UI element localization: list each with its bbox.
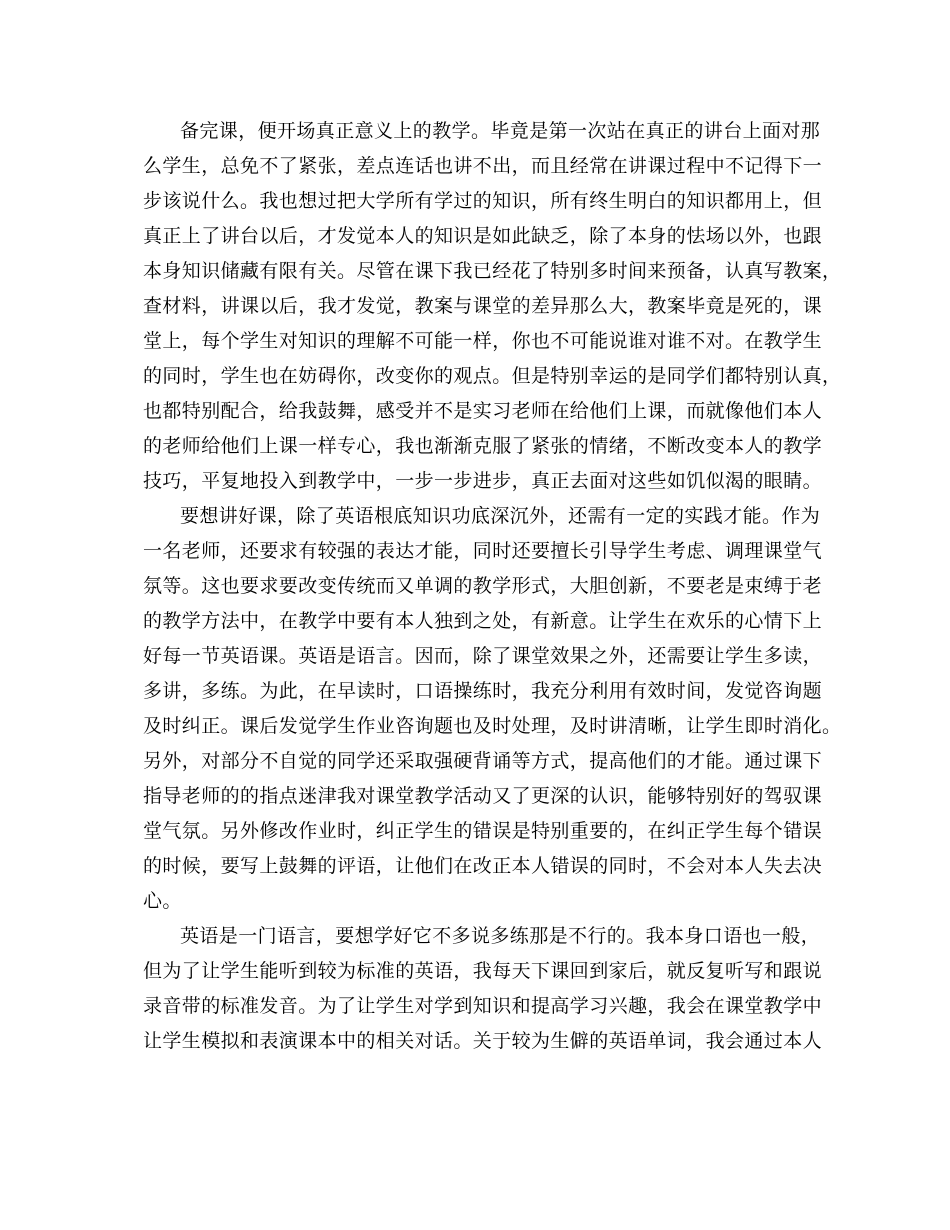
text-line: 查材料，讲课以后，我才发觉，教案与课堂的差异那么大，教案毕竟是死的，课 (143, 295, 823, 317)
text-line: 一名老师，还要求有较强的表达才能，同时还要擅长引导学生考虑、调理课堂气 (143, 540, 823, 562)
text-line: 的教学方法中，在教学中要有本人独到之处，有新意。让学生在欢乐的心情下上 (143, 610, 823, 632)
text-line: 的老师给他们上课一样专心，我也渐渐克服了紧张的情绪，不断改变本人的教学 (143, 435, 823, 457)
text-line: 堂气氛。另外修改作业时，纠正学生的错误是特别重要的，在纠正学生每个错误 (143, 820, 823, 842)
paragraph (143, 919, 823, 1059)
document-body (143, 114, 842, 1059)
text-line: 步该说什么。我也想过把大学所有学过的知识，所有终生明白的知识都用上，但 (143, 190, 823, 212)
text-line: 也都特别配合，给我鼓舞，感受并不是实习老师在给他们上课，而就像他们本人 (143, 400, 823, 422)
text-line: 及时纠正。课后发觉学生作业咨询题也及时处理，及时讲清晰，让学生即时消化。 (143, 715, 842, 737)
text-line: 指导老师的的指点迷津我对课堂教学活动又了更深的认识，能够特别好的驾驭课 (143, 785, 823, 807)
text-line: 让学生模拟和表演课本中的相关对话。关于较为生僻的英语单词，我会通过本人 (143, 1030, 823, 1052)
paragraph (143, 114, 842, 499)
text-line: 好每一节英语课。英语是语言。因而，除了课堂效果之外，还需要让学生多读， (143, 645, 823, 667)
text-line: 但为了让学生能听到较为标准的英语，我每天下课回到家后，就反复听写和跟说 (143, 960, 823, 982)
text-line: 备完课，便开场真正意义上的教学。毕竟是第一次站在真正的讲台上面对那 (180, 120, 821, 142)
text-line: 技巧，平复地投入到教学中，一步一步进步，真正去面对这些如饥似渴的眼睛。 (143, 470, 823, 492)
text-line: 多讲，多练。为此，在早读时，口语操练时，我充分利用有效时间，发觉咨询题 (143, 680, 823, 702)
text-line: 堂上，每个学生对知识的理解不可能一样，你也不可能说谁对谁不对。在教学生 (143, 330, 823, 352)
text-line: 要想讲好课，除了英语根底知识功底深沉外，还需有一定的实践才能。作为 (180, 505, 821, 527)
text-line: 么学生，总免不了紧张，差点连话也讲不出，而且经常在讲课过程中不记得下一 (143, 155, 823, 177)
text-line: 本身知识储藏有限有关。尽管在课下我已经花了特别多时间来预备，认真写教案， (143, 260, 842, 282)
text-line: 英语是一门语言，要想学好它不多说多练那是不行的。我本身口语也一般， (180, 925, 821, 947)
text-line: 另外，对部分不自觉的同学还采取强硬背诵等方式，提高他们的才能。通过课下 (143, 750, 823, 772)
text-line: 氛等。这也要求要改变传统而又单调的教学形式，大胆创新，不要老是束缚于老 (143, 575, 823, 597)
text-line: 真正上了讲台以后，才发觉本人的知识是如此缺乏，除了本身的怯场以外，也跟 (143, 225, 823, 247)
paragraph (143, 499, 842, 919)
text-line: 录音带的标准发音。为了让学生对学到知识和提高学习兴趣，我会在课堂教学中 (143, 995, 823, 1017)
text-line: 的时候，要写上鼓舞的评语，让他们在改正本人错误的同时，不会对本人失去决 (143, 855, 823, 877)
text-line: 心。 (143, 890, 182, 912)
text-line: 的同时，学生也在妨碍你，改变你的观点。但是特别幸运的是同学们都特别认真， (143, 365, 842, 387)
